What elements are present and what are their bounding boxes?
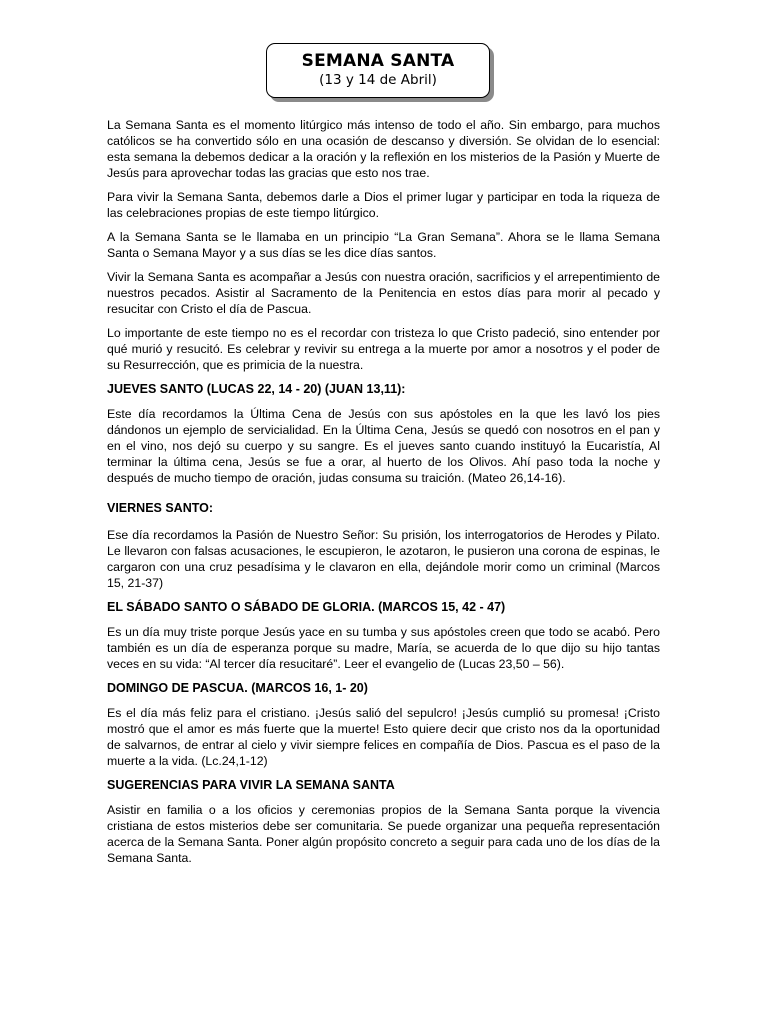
document-body (107, 117, 660, 874)
section-text-jueves: Este día recordamos la Última Cena de Jesús con sus apóstoles en la que les lavó los pies dándonos un ejemplo de servicialidad. En la Última Cena, Jesús se quedó con nosotros en el pan y en el vino, nos dejó su cuerpo y su sangre. Es el jueves santo cuando instituyó la Eucaristía, Al terminar la última cena, Jesús se fue a orar, al huerto de los Olivos. Ahí paso toda la noche y después de mucho tiempo de oración, judas consuma su traición. (Mateo 26,14-16). (107, 407, 660, 485)
section-text-viernes: Ese día recordamos la Pasión de Nuestro Señor: Su prisión, los interrogatorios de Herodes y Pilato. Le llevaron con falsas acusaciones, le escupieron, le azotaron, le pusieron una corona de espinas, le cargaron con una cruz pesadísima y le clavaron en ella, dejándole morir como un criminal (Marcos 15, 21-37) (107, 528, 660, 590)
section-heading-sabado: EL SÁBADO SANTO O SÁBADO DE GLORIA. (MARCOS 15, 42 - 47) (107, 600, 506, 614)
title-box (266, 43, 490, 98)
section-text-sabado: Es un día muy triste porque Jesús yace en su tumba y sus apóstoles creen que todo se acabó. Pero también es un día de esperanza porque su madre, María, se acuerda de lo que dijo su hijo tantas veces en su vida: “Al tercer día resucitaré”. Leer el evangelio de (Lucas 23,50 – 56). (107, 625, 660, 671)
section-text-sugerencias: Asistir en familia o a los oficios y ceremonias propios de la Semana Santa porque la vivencia cristiana de estos misterios debe ser comunitaria. Se puede organizar una pequeña representación acerca de la Semana Santa. Poner algún propósito concreto a seguir para cada uno de los días de la Semana Santa. (107, 803, 660, 865)
page-title: SEMANA SANTA (301, 51, 455, 71)
page-subtitle: (13 y 14 de Abril) (319, 72, 437, 88)
section-heading-sugerencias: SUGERENCIAS PARA VIVIR LA SEMANA SANTA (107, 778, 395, 792)
intro-paragraph-2: Para vivir la Semana Santa, debemos darle a Dios el primer lugar y participar en toda la riqueza de las celebraciones propias de este tiempo litúrgico. (107, 190, 660, 220)
intro-paragraph-4: Vivir la Semana Santa es acompañar a Jesús con nuestra oración, sacrificios y el arrepentimiento de nuestros pecados. Asistir al Sacramento de la Penitencia en estos días para morir al pecado y resucitar con Cristo el día de Pascua. (107, 270, 660, 316)
section-heading-domingo: DOMINGO DE PASCUA. (MARCOS 16, 1- 20) (107, 681, 368, 695)
intro-paragraph-1: La Semana Santa es el momento litúrgico más intenso de todo el año. Sin embargo, para muchos católicos se ha convertido sólo en una ocasión de descanso y diversión. Se olvidan de lo esencial: esta semana la debemos dedicar a la oración y la reflexión en los misterios de la Pasión y Muerte de Jesús para aprovechar todas las gracias que esto nos trae. (107, 118, 660, 180)
section-heading-jueves: JUEVES SANTO (LUCAS 22, 14 - 20) (JUAN 13,11): (107, 382, 406, 396)
section-heading-viernes: VIERNES SANTO: (107, 501, 214, 515)
section-text-domingo: Es el día más feliz para el cristiano. ¡Jesús salió del sepulcro! ¡Jesús cumplió su promesa! ¡Cristo mostró que el amor es más fuerte que la muerte! Esto quiere decir que cristo nos da la oportunidad de salvarnos, de entrar al cielo y vivir siempre felices en compañía de Dios. Pascua es el paso de la muerte a la vida. (Lc.24,1-12) (107, 706, 660, 768)
intro-paragraph-5: Lo importante de este tiempo no es el recordar con tristeza lo que Cristo padeció, sino entender por qué murió y resucitó. Es celebrar y revivir su entrega a la muerte por amor a nosotros y el poder de su Resurrección, que es primicia de la nuestra. (107, 326, 660, 372)
intro-paragraph-3: A la Semana Santa se le llamaba en un principio “La Gran Semana”. Ahora se le llama Semana Santa o Semana Mayor y a sus días se les dice días santos. (107, 230, 660, 260)
